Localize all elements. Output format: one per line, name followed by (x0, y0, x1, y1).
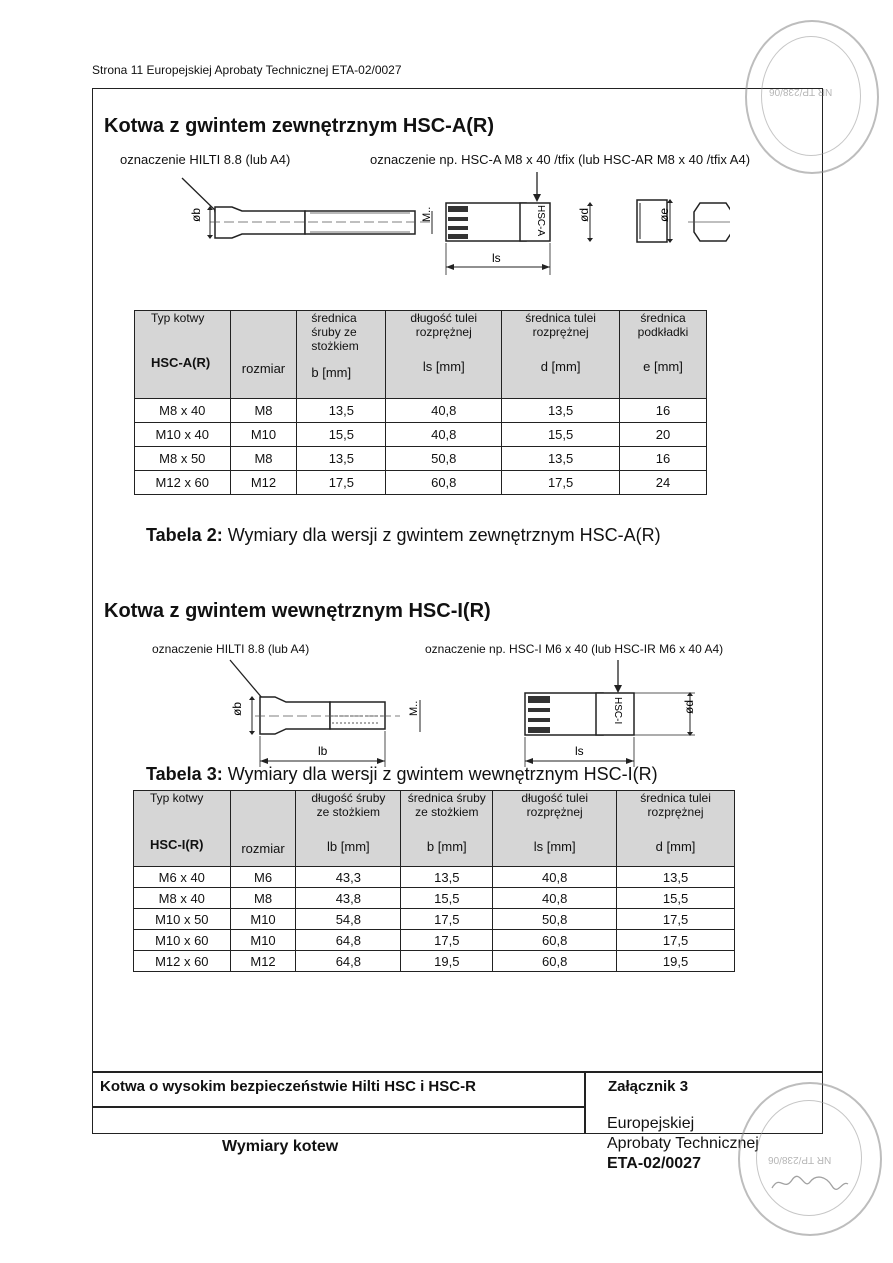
cell: 13,5 (297, 447, 386, 471)
cell: 50,8 (386, 447, 502, 471)
cell: M8 x 40 (135, 399, 231, 423)
cell: 16 (620, 399, 707, 423)
cell: 64,8 (296, 951, 401, 972)
cell: M12 (230, 951, 296, 972)
cell: 24 (620, 471, 707, 495)
section-2-marking-right: oznaczenie np. HSC-I M6 x 40 (lub HSC-IR M6 x 40 A4) (425, 642, 724, 656)
cell: 17,5 (297, 471, 386, 495)
cell: 17,5 (617, 909, 735, 930)
section-1-marking-left: oznaczenie HILTI 8.8 (lub A4) (120, 152, 291, 167)
table-2 (134, 310, 707, 495)
table-row (135, 471, 707, 495)
cell: 13,5 (297, 399, 386, 423)
header-size: rozmiar (241, 361, 286, 376)
cell: 13,5 (502, 447, 620, 471)
header-c6-unit: e [mm] (643, 359, 683, 374)
sleeve-marking: HSC-I (612, 697, 623, 725)
dim-ls-label: ls (492, 251, 501, 265)
header-c4-unit: ls [mm] (422, 359, 465, 374)
footer-inner-divider (92, 1106, 584, 1108)
cell: M10 (230, 423, 297, 447)
cell: 54,8 (296, 909, 401, 930)
cell: 43,3 (296, 867, 401, 888)
cell: M12 (230, 471, 297, 495)
cell: M8 (230, 447, 297, 471)
header-c6-unit: d [mm] (655, 839, 696, 854)
table-header-row (134, 791, 735, 867)
cell: M10 (230, 909, 296, 930)
header-type: Typ kotwy (150, 791, 204, 805)
header-c6: średnica podkładki (637, 311, 689, 339)
anchor-i-drawing (220, 655, 710, 770)
header-c3-unit: b [mm] (311, 365, 352, 380)
cell: M12 x 60 (134, 951, 231, 972)
header-type: Typ kotwy (151, 311, 205, 325)
approval-number: ETA-02/0027 (607, 1155, 701, 1172)
section-1-marking-right: oznaczenie np. HSC-A M8 x 40 /tfix (lub HSC-AR M8 x 40 /tfix A4) (370, 152, 751, 167)
cell: M8 x 40 (134, 888, 231, 909)
cell: M10 (230, 930, 296, 951)
header-c5: średnica tulei rozprężnej (525, 311, 596, 339)
bolt-thread (305, 211, 415, 234)
cell: 50,8 (493, 909, 617, 930)
cell: 40,8 (493, 888, 617, 909)
cell: 64,8 (296, 930, 401, 951)
dim-m-label: M.. (421, 206, 433, 222)
bolt-shape (215, 207, 305, 238)
cell: M8 (230, 888, 296, 909)
table-2-caption: Tabela 2: Wymiary dla wersji z gwintem zewnętrznym HSC-A(R) (146, 525, 661, 545)
cell: 13,5 (617, 867, 735, 888)
footer-divider (92, 1071, 823, 1073)
page-header: Strona 11 Europejskiej Aprobaty Technicznej ETA-02/0027 (92, 63, 402, 77)
cell: 19,5 (401, 951, 493, 972)
table-row (134, 951, 735, 972)
cell: M6 (230, 867, 296, 888)
dim-b-label: øb (189, 207, 203, 222)
cell: M8 (230, 399, 297, 423)
header-size: rozmiar (241, 841, 285, 856)
signature (770, 1172, 850, 1194)
table-row (135, 447, 707, 471)
cell: 19,5 (617, 951, 735, 972)
header-c5: długość tulei rozprężnej (521, 791, 589, 819)
table-3 (133, 790, 735, 972)
header-c4: długość tulei rozprężnej (410, 311, 478, 339)
cell: M10 x 60 (134, 930, 231, 951)
section-2-marking-left: oznaczenie HILTI 8.8 (lub A4) (152, 642, 310, 656)
section-2-title: Kotwa z gwintem wewnętrznym HSC-I(R) (104, 600, 491, 622)
header-c3: długość śruby ze stożkiem (311, 791, 386, 819)
stamp-reg-top: NR TP/238/06 (769, 86, 833, 97)
cell: M6 x 40 (134, 867, 231, 888)
header-c5-unit: d [mm] (540, 359, 581, 374)
cell: 15,5 (401, 888, 493, 909)
anchor-a-drawing (170, 170, 730, 280)
cell: 40,8 (493, 867, 617, 888)
cell: 17,5 (617, 930, 735, 951)
cell: 16 (620, 447, 707, 471)
cell: 15,5 (502, 423, 620, 447)
header-c4-unit: b [mm] (426, 839, 467, 854)
translator-stamp-top (745, 20, 879, 174)
cell: 43,8 (296, 888, 401, 909)
cell: 60,8 (493, 951, 617, 972)
translator-stamp-bottom (738, 1082, 882, 1236)
approval-line-1: Europejskiej (607, 1115, 695, 1132)
approval-line-2: Aprobaty Technicznej (607, 1135, 759, 1152)
cell: 17,5 (401, 909, 493, 930)
cell: 17,5 (502, 471, 620, 495)
table-row (135, 399, 707, 423)
cell: 15,5 (617, 888, 735, 909)
dim-e-label: øe (657, 207, 671, 222)
dim-lb-label: lb (318, 744, 328, 758)
footer-subject: Wymiary kotew (222, 1138, 339, 1155)
dim-b-label: øb (230, 701, 244, 716)
header-c6: średnica tulei rozprężnej (640, 791, 711, 819)
cell: M10 x 40 (135, 423, 231, 447)
cell: 20 (620, 423, 707, 447)
footer-approval (607, 1114, 759, 1174)
dim-m-label: M.. (408, 700, 420, 716)
cell: 13,5 (502, 399, 620, 423)
header-c3-unit: lb [mm] (327, 839, 370, 854)
table-row (135, 423, 707, 447)
cell: M10 x 50 (134, 909, 231, 930)
dim-d-label: ød (577, 207, 591, 222)
cell: M8 x 50 (135, 447, 231, 471)
section-1-title: Kotwa z gwintem zewnętrznym HSC-A(R) (104, 115, 495, 137)
cell: 13,5 (401, 867, 493, 888)
header-c3: średnica śruby ze stożkiem (311, 311, 359, 353)
cell: 40,8 (386, 399, 502, 423)
table-row (134, 930, 735, 951)
footer-annex: Załącznik 3 (608, 1078, 689, 1095)
table-row (134, 888, 735, 909)
table-3-caption: Tabela 3: Wymiary dla wersji z gwintem wewnętrznym HSC-I(R) (146, 764, 658, 784)
dim-ls-label: ls (575, 744, 584, 758)
cell: 40,8 (386, 423, 502, 447)
dim-d-label: ød (682, 699, 696, 714)
sleeve-marking: HSC-A (535, 205, 546, 237)
header-c4: średnica śruby ze stożkiem (407, 791, 486, 819)
header-c5-unit: ls [mm] (533, 839, 576, 854)
cell: 60,8 (493, 930, 617, 951)
table-row (134, 867, 735, 888)
footer-product: Kotwa o wysokim bezpieczeństwie Hilti HSC i HSC-R (100, 1078, 476, 1095)
footer-column-divider (584, 1071, 586, 1134)
cell: 17,5 (401, 930, 493, 951)
header-type-name: HSC-A(R) (151, 355, 211, 370)
stamp-reg-bottom: NR TP/238/06 (768, 1154, 832, 1165)
cell: M12 x 60 (135, 471, 231, 495)
cell: 60,8 (386, 471, 502, 495)
table-row (134, 909, 735, 930)
cell: 15,5 (297, 423, 386, 447)
bolt-shape (260, 697, 330, 734)
header-type-name: HSC-I(R) (150, 837, 204, 852)
table-header-row (135, 311, 707, 399)
